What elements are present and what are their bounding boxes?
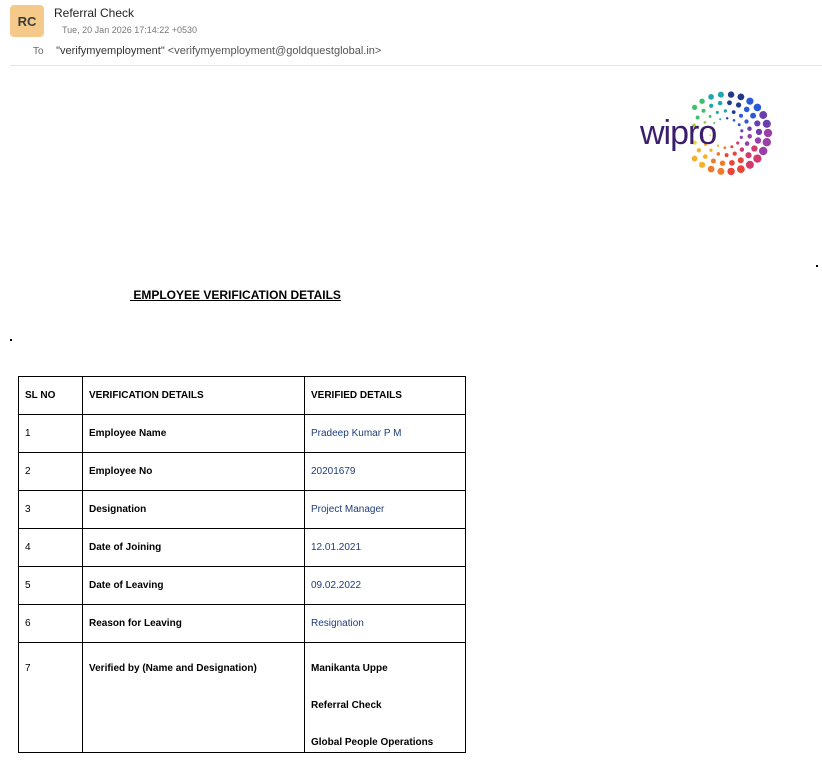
logo-dot	[718, 92, 724, 98]
row-field: Designation	[83, 491, 305, 529]
logo-dot	[718, 101, 723, 106]
logo-dot	[739, 114, 743, 118]
table-row	[19, 415, 466, 453]
logo-dot	[736, 141, 739, 144]
logo-dot	[740, 129, 743, 132]
row-sl: 1	[19, 415, 83, 453]
logo-dot	[738, 157, 744, 163]
logo-dot	[750, 113, 756, 119]
logo-dot	[723, 146, 726, 149]
row-value: Pradeep Kumar P M	[305, 415, 466, 453]
logo-dot	[724, 109, 727, 112]
logo-dot	[744, 107, 750, 113]
row-field: Employee No	[83, 453, 305, 491]
logo-dot	[729, 160, 735, 166]
logo-dot	[720, 161, 725, 166]
row-sl: 3	[19, 491, 83, 529]
header-verified-details: VERIFIED DETAILS	[305, 377, 466, 415]
stray-mark	[816, 265, 818, 267]
row-value: 09.02.2022	[305, 567, 466, 605]
row-sl: 6	[19, 605, 83, 643]
logo-dot	[732, 110, 736, 114]
logo-dot	[747, 126, 751, 130]
row-sl: 5	[19, 567, 83, 605]
table-row	[19, 567, 466, 605]
logo-dot	[727, 100, 732, 105]
recipient-address[interactable]: <verifymyemployment@goldquestglobal.in>	[167, 45, 382, 57]
row-value: Project Manager	[305, 491, 466, 529]
logo-dot	[759, 147, 767, 155]
verifier-name: Manikanta Uppe	[311, 663, 388, 674]
row-value: 12.01.2021	[305, 529, 466, 567]
logo-dot	[738, 123, 741, 126]
logo-dot	[754, 120, 760, 126]
table-row	[19, 453, 466, 491]
email-date: Tue, 20 Jan 2026 17:14:22 +0530	[62, 25, 198, 35]
logo-dot	[755, 137, 761, 143]
logo-dot	[692, 156, 698, 162]
table-row	[19, 529, 466, 567]
logo-dot	[725, 153, 729, 157]
row-field: Date of Joining	[83, 529, 305, 567]
table-row	[19, 605, 466, 643]
logo-dot	[702, 109, 706, 113]
verifier-department: Global People Operations	[311, 737, 434, 748]
row-field: Reason for Leaving	[83, 605, 305, 643]
logo-dot	[745, 141, 750, 146]
table-header-row	[19, 377, 466, 415]
verification-table	[18, 376, 466, 753]
recipient-row	[33, 45, 381, 57]
logo-dot	[708, 166, 715, 173]
logo-dot	[764, 129, 772, 137]
logo-dot	[740, 136, 743, 139]
row-value: Resignation	[305, 605, 466, 643]
logo-dot	[716, 152, 720, 156]
table-row	[19, 491, 466, 529]
logo-dot	[737, 165, 745, 173]
row-sl: 7	[19, 643, 83, 753]
logo-text: wipro	[640, 114, 717, 152]
logo-dot	[717, 144, 719, 146]
logo-dot	[709, 104, 713, 108]
verifier-details	[305, 643, 466, 753]
logo-dot	[711, 159, 716, 164]
logo-dot	[751, 145, 757, 151]
recipient-name[interactable]: "verifymyemployment"	[56, 45, 165, 57]
sender-avatar: RC	[10, 5, 44, 37]
document-title: EMPLOYEE VERIFICATION DETAILS	[133, 288, 341, 302]
logo-dot	[737, 93, 744, 100]
logo-dot	[727, 168, 734, 175]
stray-mark	[10, 339, 12, 341]
logo-dot	[692, 105, 697, 110]
logo-dot	[733, 151, 737, 155]
logo-dot	[747, 134, 752, 139]
logo-dot	[699, 162, 705, 168]
row-sl: 2	[19, 453, 83, 491]
logo-dot	[745, 152, 751, 158]
verifier-team: Referral Check	[311, 700, 382, 711]
header-sl-no: SL NO	[19, 377, 83, 415]
table-row-verifier	[19, 643, 466, 753]
logo-dot	[754, 104, 762, 112]
logo-dot	[699, 99, 704, 104]
row-field: Employee Name	[83, 415, 305, 453]
logo-dot	[753, 154, 761, 162]
row-field: Verified by (Name and Designation)	[83, 643, 305, 753]
logo-dot	[708, 94, 714, 100]
logo-dot	[703, 154, 708, 159]
logo-dot	[740, 147, 744, 151]
logo-dot	[733, 119, 736, 122]
logo-dot	[756, 129, 762, 135]
logo-dot	[746, 161, 754, 169]
logo-dot	[763, 120, 771, 128]
wipro-logo	[636, 78, 776, 188]
to-label: To	[33, 46, 44, 57]
row-sl: 4	[19, 529, 83, 567]
logo-dot	[746, 98, 753, 105]
logo-dot	[730, 145, 733, 148]
logo-dot	[763, 138, 771, 146]
logo-dot	[736, 102, 741, 107]
email-subject: Referral Check	[54, 6, 135, 20]
row-field: Date of Leaving	[83, 567, 305, 605]
logo-dot	[726, 117, 728, 119]
logo-dot	[744, 119, 748, 123]
header-verification-details: VERIFICATION DETAILS	[83, 377, 305, 415]
logo-dot	[728, 91, 734, 97]
header-divider	[10, 65, 822, 66]
logo-dot	[717, 168, 724, 175]
row-value: 20201679	[305, 453, 466, 491]
logo-dot	[719, 118, 721, 120]
logo-dot	[759, 111, 767, 119]
